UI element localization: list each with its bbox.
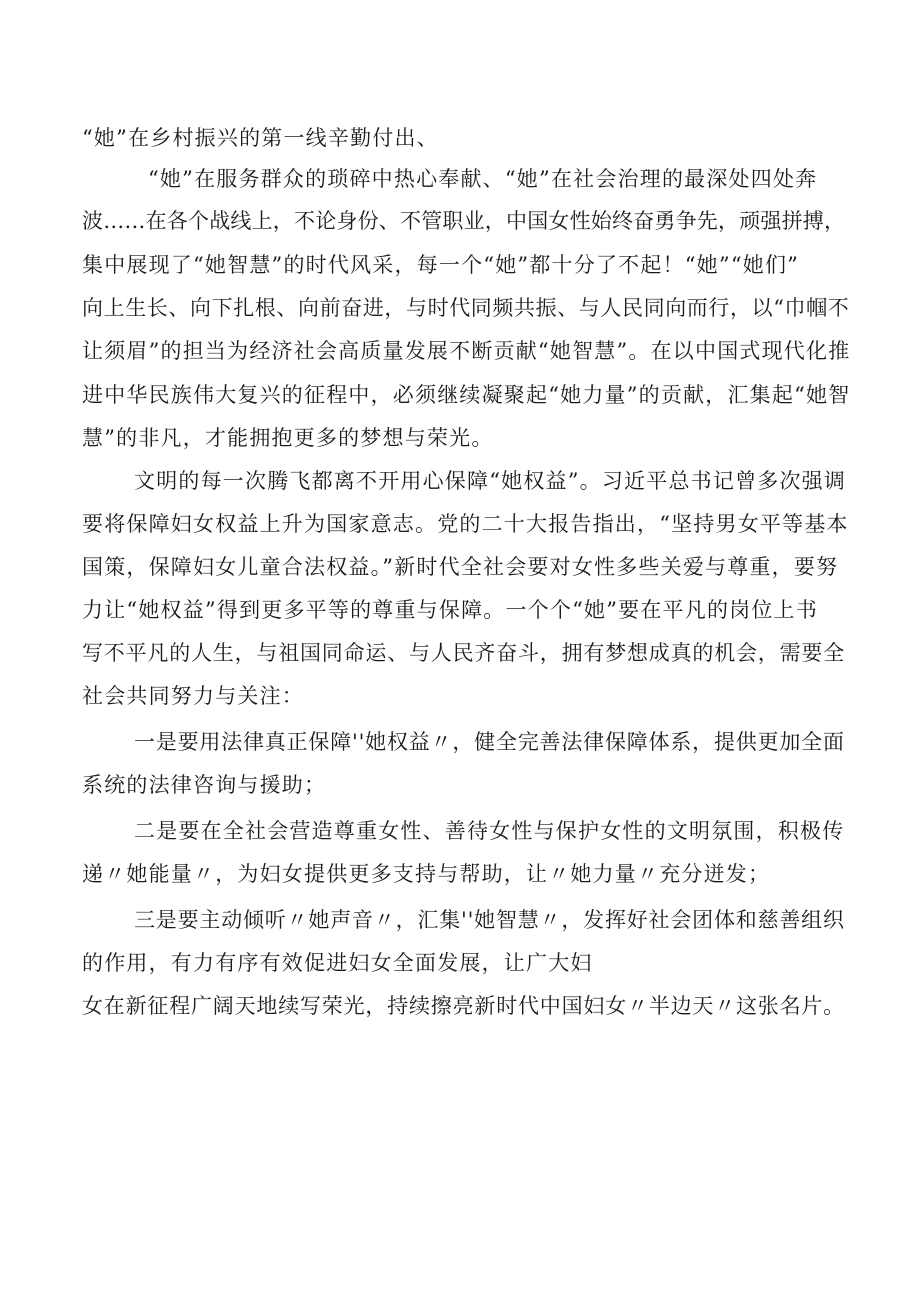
text-line-12: 力让“她权益”得到更多平等的尊重与保障。一个个“她”要在平凡的岗位上书 <box>82 598 818 622</box>
text-line-17: 二是要在全社会营造尊重女性、善待女性与保护女性的文明氛围，积极传 <box>134 819 845 843</box>
text-line-14: 社会共同努力与关注： <box>82 684 304 708</box>
text-line-13: 写不平凡的人生，与祖国同命运、与人民齐奋斗，拥有梦想成真的机会，需要全 <box>82 641 845 665</box>
text-line-6: 让须眉”的担当为经济社会高质量发展不断贡献“她智慧”。在以中国式现代化推 <box>82 339 851 363</box>
text-line-19: 三是要主动倾听〃她声音〃，汇集''她智慧〃，发挥好社会团体和慈善组织 <box>134 908 845 932</box>
text-line-5: 向上生长、向下扎根、向前奋进，与时代同频共振、与人民同向而行，以“巾帼不 <box>82 296 850 320</box>
text-line-18: 递〃她能量〃，为妇女提供更多支持与帮助，让〃她力量〃充分迸发； <box>82 862 771 886</box>
text-line-15: 一是要用法律真正保障''她权益〃，健全完善法律保障体系，提供更加全面 <box>134 730 845 754</box>
text-line-10: 要将保障妇女权益上升为国家意志。党的二十大报告指出，“坚持男女平等基本 <box>82 512 849 536</box>
text-line-9: 文明的每一次腾飞都离不开用心保障“她权益”。习近平总书记曾多次强调 <box>134 469 847 493</box>
text-line-20: 的作用，有力有序有效促进妇女全面发展，让广大妇 <box>82 951 593 975</box>
text-line-7: 进中华民族伟大复兴的征程中，必须继续凝聚起“她力量”的贡献，汇集起“她智 <box>82 383 851 407</box>
text-line-21: 女在新征程广阔天地续写荣光，持续擦亮新时代中国妇女〃半边天〃这张名片。 <box>82 994 845 1018</box>
text-line-8: 慧”的非凡，才能拥抱更多的梦想与荣光。 <box>82 426 494 450</box>
text-line-3: 波……在各个战线上，不论身份、不管职业，中国女性始终奋勇争先，顽强拼搏， <box>82 209 846 233</box>
text-line-11: 国策，保障妇女儿童合法权益。”新时代全社会要对女性多些关爱与尊重，要努 <box>82 555 839 579</box>
text-line-1: “她”在乡村振兴的第一线辛勤付出、 <box>82 126 439 150</box>
text-line-16: 系统的法律咨询与援助； <box>82 773 327 797</box>
text-line-4: 集中展现了“她智慧”的时代风采，每一个“她”都十分了不起！“她”“她们” <box>82 253 800 277</box>
text-line-2: “她”在服务群众的琐碎中热心奉献、“她”在社会治理的最深处四处奔 <box>148 167 818 191</box>
